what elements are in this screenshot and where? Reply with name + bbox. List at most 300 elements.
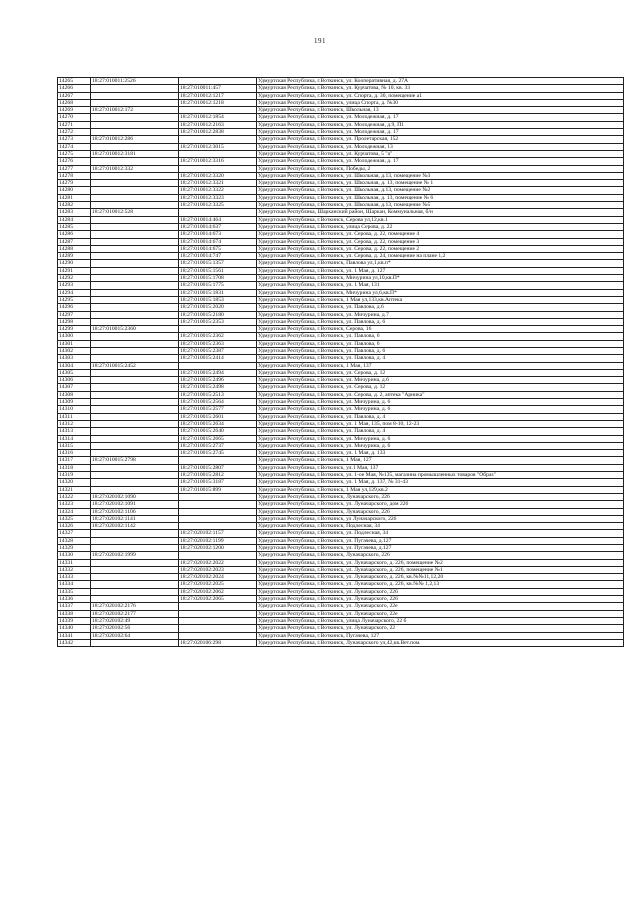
cadastral-number-cell [91,311,179,318]
object-cadastral-number-cell: 18:27:010014:673 [179,231,257,238]
row-number-cell: 14318 [58,464,91,471]
address-cell: Удмуртская Республика, г.Воткинск, ул. Луначарского, д. 226, кв.№№11,12,20 [257,574,624,581]
row-number-cell: 14333 [58,574,91,581]
cadastral-number-cell [91,289,179,296]
cadastral-number-cell [91,486,179,493]
cadastral-number-cell [91,267,179,274]
row-number-cell: 14305 [58,369,91,376]
cadastral-number-cell [91,450,179,457]
table-row [58,223,624,230]
address-cell: Удмуртская Республика, г.Воткинск, улица Серова, д. 22 [257,223,624,230]
cadastral-number-cell [91,588,179,595]
cadastral-number-cell [91,545,179,552]
table-row [58,639,624,646]
address-cell: Удмуртская Республика, г.Воткинск, ул. Мичурина, д.6 [257,377,624,384]
address-cell: Удмуртская Республика, г.Воткинск, ул. Мичурина, д. 6 [257,399,624,406]
object-cadastral-number-cell: 18:27:010012:1218 [179,99,257,106]
table-row [58,362,624,369]
row-number-cell: 14272 [58,129,91,136]
table-row [58,486,624,493]
cadastral-number-cell [91,413,179,420]
object-cadastral-number-cell [179,362,257,369]
table-row [58,275,624,282]
address-cell: Удмуртская Республика, г.Воткинск, ул. Павлова, д. 4 [257,355,624,362]
table-row [58,493,624,500]
table-row [58,267,624,274]
row-number-cell: 14267 [58,92,91,99]
object-cadastral-number-cell: 18:27:010011:457 [179,85,257,92]
row-number-cell: 14279 [58,180,91,187]
address-cell: Удмуртская Республика, г.Воткинск, ул. Серова, д. 22, помещение 3 [257,238,624,245]
table-row [58,238,624,245]
object-cadastral-number-cell: 18:27:010014:464 [179,216,257,223]
table-row [58,347,624,354]
cadastral-number-cell [91,420,179,427]
address-cell: Удмуртская Республика, г.Воткинск, ул. Школьная, д.13, помещение №3 [257,172,624,179]
table-row [58,515,624,522]
table-row [58,464,624,471]
cadastral-number-cell [91,391,179,398]
address-cell: Удмуртская Республика, г.Воткинск, ул. Луначарского, 22 [257,625,624,632]
address-cell: Удмуртская Республика, г.Воткинск, ул. Спорта, д. 30, помещение а1 [257,92,624,99]
table-row [58,216,624,223]
object-cadastral-number-cell [179,136,257,143]
cadastral-number-cell [91,187,179,194]
object-cadastral-number-cell: 18:27:010012:3316 [179,158,257,165]
cadastral-number-cell [91,464,179,471]
table-row [58,406,624,413]
row-number-cell: 14266 [58,85,91,92]
object-cadastral-number-cell: 18:27:020102:1200 [179,545,257,552]
cadastral-number-cell: 18:27:010015:2360 [91,326,179,333]
table-row [58,617,624,624]
address-cell: Удмуртская Республика, г.Воткинск, Луначарского ул,42,кв.Вет.пом. [257,639,624,646]
address-cell: Удмуртская Республика, г.Воткинск, Павлова ул,1,кв.п* [257,260,624,267]
object-cadastral-number-cell: 18:27:010015:2601 [179,413,257,420]
table-row [58,413,624,420]
object-cadastral-number-cell: 18:27:010014:675 [179,245,257,252]
row-number-cell: 14310 [58,406,91,413]
object-cadastral-number-cell: 18:27:010014:674 [179,238,257,245]
address-cell: Удмуртская Республика, г.Воткинск, ул. Молодежная, д. 17 [257,129,624,136]
cadastral-number-cell [91,340,179,347]
address-cell: Удмуртская Республика, г.Воткинск, ул. Павлова, 6 [257,333,624,340]
row-number-cell: 14329 [58,545,91,552]
row-number-cell: 14307 [58,384,91,391]
table-row [58,537,624,544]
address-cell: Удмуртская Республика, Шарканский район, Шаркан, Коммунальная, б/н [257,209,624,216]
cadastral-number-cell [91,158,179,165]
object-cadastral-number-cell [179,326,257,333]
row-number-cell: 14294 [58,289,91,296]
cadastral-number-cell [91,194,179,201]
table-row [58,121,624,128]
table-row [58,369,624,376]
row-number-cell: 14325 [58,515,91,522]
address-cell: Удмуртская Республика, г.Воткинск, ул. Серова, д. 12 [257,369,624,376]
address-cell: Удмуртская Республика, г.Воткинск, ул. Луначарского, д. 226, помещение №1 [257,566,624,573]
row-number-cell: 14281 [58,194,91,201]
cadastral-number-cell [91,472,179,479]
table-row [58,596,624,603]
table-row [58,530,624,537]
cadastral-number-cell: 18:27:010012:286 [91,136,179,143]
address-cell: Удмуртская Республика, г.Воткинск, Серова, 16 [257,326,624,333]
row-number-cell: 14271 [58,121,91,128]
object-cadastral-number-cell: 18:27:010015:2577 [179,406,257,413]
table-row [58,420,624,427]
address-cell: Удмуртская Республика, г.Воткинск, ул. Луначарского, 226 [257,588,624,595]
cadastral-number-cell [91,296,179,303]
object-cadastral-number-cell: 18:27:010015:2513 [179,391,257,398]
cadastral-number-cell [91,347,179,354]
cadastral-number-cell: 18:27:010012:332 [91,165,179,172]
object-cadastral-number-cell: 18:27:010012:3321 [179,180,257,187]
object-cadastral-number-cell: 18:27:010015:2737 [179,442,257,449]
cadastral-number-cell [91,377,179,384]
row-number-cell: 14291 [58,267,91,274]
object-cadastral-number-cell: 18:27:010015:2387 [179,347,257,354]
object-cadastral-number-cell: 18:27:010015:2812 [179,472,257,479]
object-cadastral-number-cell [179,209,257,216]
address-cell: Удмуртская Республика, г.Воткинск, Победы, 2 [257,165,624,172]
object-cadastral-number-cell [179,523,257,530]
address-cell: Удмуртская Республика, г.Воткинск, ул. Молодежная, д. 17 [257,114,624,121]
table-row [58,559,624,566]
cadastral-number-cell: 18:27:010012:3181 [91,150,179,157]
row-number-cell: 14278 [58,172,91,179]
table-row [58,479,624,486]
row-number-cell: 14293 [58,282,91,289]
row-number-cell: 14298 [58,318,91,325]
object-cadastral-number-cell: 18:27:010015:2496 [179,377,257,384]
object-cadastral-number-cell [179,165,257,172]
address-cell: Удмуртская Республика, г.Воткинск, ул. 1 Мая, 131 [257,282,624,289]
table-row [58,333,624,340]
object-cadastral-number-cell: 18:27:020102:2062 [179,588,257,595]
table-row [58,311,624,318]
address-cell: Удмуртская Республика, г.Воткинск, Серова ул,12,кв.1 [257,216,624,223]
row-number-cell: 14292 [58,275,91,282]
table-row [58,355,624,362]
cadastral-number-cell [91,260,179,267]
cadastral-number-cell: 18:27:020102:49 [91,617,179,624]
row-number-cell: 14326 [58,523,91,530]
cadastral-number-cell [91,442,179,449]
cadastral-number-cell [91,202,179,209]
cadastral-number-cell [91,574,179,581]
address-cell: Удмуртская Республика, г.Воткинск, Мичурина ул,10,кв.П* [257,275,624,282]
cadastral-number-cell: 18:27:020102:2176 [91,603,179,610]
address-cell: Удмуртская Республика, г.Воткинск, ул. Мичурина, д.7 [257,311,624,318]
object-cadastral-number-cell [179,552,257,559]
table-row [58,194,624,201]
table-row [58,231,624,238]
table-row [58,450,624,457]
object-cadastral-number-cell [179,150,257,157]
object-cadastral-number-cell: 18:27:010012:3322 [179,187,257,194]
object-cadastral-number-cell: 18:27:010012:3320 [179,172,257,179]
object-cadastral-number-cell: 18:27:020102:2023 [179,566,257,573]
row-number-cell: 14303 [58,355,91,362]
row-number-cell: 14335 [58,588,91,595]
object-cadastral-number-cell: 18:27:010015:2745 [179,450,257,457]
address-cell: Удмуртская Республика, г.Воткинск, ул. 1-ое Мая, №135, магазина промышленных товаров "Образ" [257,472,624,479]
address-cell: Удмуртская Республика, г.Воткинск, ул. Павлова, д. 6 [257,318,624,325]
object-cadastral-number-cell: 18:27:010015:2807 [179,464,257,471]
row-number-cell: 14340 [58,625,91,632]
object-cadastral-number-cell: 18:27:010015:1708 [179,275,257,282]
table-row [58,143,624,150]
address-cell: Удмуртская Республика, г.Воткинск, ул. Мичурина, д. 6 [257,435,624,442]
address-cell: Удмуртская Республика, г.Воткинск, Луначарского, 226 [257,493,624,500]
row-number-cell: 14334 [58,581,91,588]
object-cadastral-number-cell [179,457,257,464]
row-number-cell: 14309 [58,399,91,406]
table-row [58,99,624,106]
table-row [58,435,624,442]
object-cadastral-number-cell [179,632,257,639]
table-row [58,282,624,289]
cadastral-number-cell [91,399,179,406]
object-cadastral-number-cell [179,625,257,632]
table-row [58,289,624,296]
table-row [58,92,624,99]
table-row [58,296,624,303]
object-cadastral-number-cell: 18:27:010015:2020 [179,304,257,311]
row-number-cell: 14273 [58,136,91,143]
address-cell: Удмуртская Республика, г.Воткинск, ул. Серова, д. 2, аптека "Арника" [257,391,624,398]
object-cadastral-number-cell [179,508,257,515]
cadastral-number-cell [91,282,179,289]
row-number-cell: 14283 [58,209,91,216]
cadastral-number-cell [91,121,179,128]
address-cell: Удмуртская Республика, г.Воткинск, ул. Серова, д. 12 [257,384,624,391]
row-number-cell: 14328 [58,537,91,544]
cadastral-number-cell [91,92,179,99]
table-row [58,391,624,398]
table-row [58,523,624,530]
row-number-cell: 14322 [58,493,91,500]
object-cadastral-number-cell: 18:27:020102:2022 [179,559,257,566]
table-row [58,172,624,179]
object-cadastral-number-cell: 18:27:010015:2353 [179,318,257,325]
object-cadastral-number-cell [179,610,257,617]
row-number-cell: 14327 [58,530,91,537]
table-row [58,501,624,508]
row-number-cell: 14336 [58,596,91,603]
row-number-cell: 14341 [58,632,91,639]
address-cell: Удмуртская Республика, г.Воткинск, Луначарского, 226 [257,552,624,559]
row-number-cell: 14290 [58,260,91,267]
cadastral-number-cell: 18:27:010012:528 [91,209,179,216]
row-number-cell: 14314 [58,435,91,442]
row-number-cell: 14299 [58,326,91,333]
object-cadastral-number-cell: 18:27:010015:3187 [179,479,257,486]
row-number-cell: 14280 [58,187,91,194]
row-number-cell: 14289 [58,253,91,260]
table-row [58,326,624,333]
object-cadastral-number-cell: 18:27:010015:1775 [179,282,257,289]
table-row [58,566,624,573]
cadastral-number-cell [91,85,179,92]
cadastral-number-cell [91,172,179,179]
page-number: 191 [314,37,326,45]
cadastral-number-cell [91,596,179,603]
object-cadastral-number-cell [179,515,257,522]
cadastral-number-cell [91,275,179,282]
table-row [58,508,624,515]
address-cell: Удмуртская Республика, г.Воткинск, ул. 1 Мая, д. 137, № 31-43 [257,479,624,486]
table-row [58,136,624,143]
address-cell: Удмуртская Республика, г.Воткинск, Подлесная, 34 [257,523,624,530]
row-number-cell: 14287 [58,238,91,245]
row-number-cell: 14330 [58,552,91,559]
cadastral-number-cell: 18:27:020102:64 [91,632,179,639]
object-cadastral-number-cell: 18:27:010015:1357 [179,260,257,267]
cadastral-number-cell [91,99,179,106]
table-row [58,377,624,384]
row-number-cell: 14320 [58,479,91,486]
row-number-cell: 14317 [58,457,91,464]
object-cadastral-number-cell: 18:27:010012:1854 [179,114,257,121]
address-cell: Удмуртская Республика, г.Воткинск, ул. Школьная, д. 13, помещение № 6 [257,194,624,201]
address-cell: Удмуртская Республика, г.Воткинск, Школьная, 13 [257,107,624,114]
table-row [58,129,624,136]
cadastral-number-cell [91,406,179,413]
row-number-cell: 14308 [58,391,91,398]
address-cell: Удмуртская Республика, г.Воткинск, 1 Мая, 137 [257,362,624,369]
object-cadastral-number-cell [179,501,257,508]
table-row [58,472,624,479]
address-cell: Удмуртская Республика, г.Воткинск, ул.1 Мая, 137 [257,464,624,471]
row-number-cell: 14288 [58,245,91,252]
table-row [58,107,624,114]
address-cell: Удмуртская Республика, г.Воткинск, ул. Курчатова, 5 "а" [257,150,624,157]
row-number-cell: 14300 [58,333,91,340]
address-cell: Удмуртская Республика, г.Воткинск, ул. Луначарского, 226 [257,596,624,603]
cadastral-number-cell [91,231,179,238]
address-cell: Удмуртская Республика, г.Воткинск, ул. Серова, д. 24, помещение на плане 1,2 [257,253,624,260]
cadastral-number-cell [91,581,179,588]
address-cell: Удмуртская Республика, г.Воткинск, 1 Мая ул,129,кв.2 [257,486,624,493]
address-cell: Удмуртская Республика, г.Воткинск, 1 Мая ул,133,кв.Аптека [257,296,624,303]
cadastral-number-cell [91,304,179,311]
row-number-cell: 14282 [58,202,91,209]
object-cadastral-number-cell: 18:27:010015:1853 [179,296,257,303]
row-number-cell: 14342 [58,639,91,646]
object-cadastral-number-cell [179,603,257,610]
cadastral-number-cell [91,428,179,435]
cadastral-number-cell: 18:27:020102:1142 [91,523,179,530]
table-row [58,428,624,435]
cadastral-number-cell [91,530,179,537]
address-cell: Удмуртская Республика, г.Воткинск, ул. Кооперативная, д. 27А [257,78,624,85]
row-number-cell: 14296 [58,304,91,311]
table-row [58,85,624,92]
row-number-cell: 14277 [58,165,91,172]
table-row [58,625,624,632]
address-cell: Удмуртская Республика, г.Воткинск, ул. Серова, д. 22, помещение 2 [257,245,624,252]
object-cadastral-number-cell: 18:27:010014:747 [179,253,257,260]
table-row [58,610,624,617]
address-cell: Удмуртская Республика, г.Воткинск, ул Луначарского, 226 [257,515,624,522]
row-number-cell: 14324 [58,508,91,515]
address-cell: Удмуртская Республика, г.Воткинск, ул. Мичурина, д. 6 [257,442,624,449]
row-number-cell: 14276 [58,158,91,165]
cadastral-number-cell [91,559,179,566]
cadastral-number-cell: 18:27:010015:2452 [91,362,179,369]
row-number-cell: 14285 [58,223,91,230]
object-cadastral-number-cell: 18:27:020106:298 [179,639,257,646]
cadastral-number-cell [91,318,179,325]
row-number-cell: 14312 [58,420,91,427]
cadastral-number-cell: 18:27:020102:2177 [91,610,179,617]
address-cell: Удмуртская Республика, г.Воткинск, ул. Молодежная, д. 17 [257,158,624,165]
cadastral-number-cell [91,223,179,230]
row-number-cell: 14275 [58,150,91,157]
table-row [58,384,624,391]
object-cadastral-number-cell: 18:27:010012:3015 [179,143,257,150]
object-cadastral-number-cell: 18:27:020102:1199 [179,537,257,544]
object-cadastral-number-cell [179,493,257,500]
table-row [58,158,624,165]
object-cadastral-number-cell: 18:27:010015:2180 [179,311,257,318]
object-cadastral-number-cell: 18:27:010012:2163 [179,121,257,128]
address-cell: Удмуртская Республика, г.Воткинск, ул. Луначарского, 22е [257,603,624,610]
object-cadastral-number-cell [179,78,257,85]
address-cell: Удмуртская Республика, г.Воткинск, ул. Школьная, д. 13, помещение № 1 [257,180,624,187]
row-number-cell: 14268 [58,99,91,106]
address-cell: Удмуртская Республика, г.Воткинск, ул. Павлова, д. 4 [257,413,624,420]
object-cadastral-number-cell: 18:27:010015:2640 [179,428,257,435]
cadastral-number-cell [91,143,179,150]
cadastral-number-cell [91,216,179,223]
table-row [58,245,624,252]
object-cadastral-number-cell: 18:27:020102:2065 [179,596,257,603]
table-row [58,457,624,464]
row-number-cell: 14284 [58,216,91,223]
cadastral-number-cell: 18:27:020102:1106 [91,508,179,515]
address-cell: Удмуртская Республика, г.Воткинск, Луначарского, 226 [257,508,624,515]
address-cell: Удмуртская Республика, г.Воткинск, ул. Луначарского, 22е [257,610,624,617]
cadastral-number-cell [91,245,179,252]
address-cell: Удмуртская Республика, г.Воткинск, ул. Пугачева, д.127 [257,537,624,544]
row-number-cell: 14304 [58,362,91,369]
address-cell: Удмуртская Республика, г.Воткинск, ул. Луначарского, д. 226, помещение №2 [257,559,624,566]
address-cell: Удмуртская Республика, г.Воткинск, ул. Луначарского, д. 226, кв.№№ 1,2,13 [257,581,624,588]
address-cell: Удмуртская Республика, г.Воткинск, ул. Павлова, д.6 [257,304,624,311]
row-number-cell: 14286 [58,231,91,238]
object-cadastral-number-cell [179,107,257,114]
table-row [58,632,624,639]
address-cell: Удмуртская Республика, г.Воткинск, ул. Мичурина, д. 6 [257,406,624,413]
table-row [58,165,624,172]
address-cell: Удмуртская Республика, г.Воткинск, ул. Пролетарская, 152 [257,136,624,143]
table-row [58,574,624,581]
table-row [58,260,624,267]
address-cell: Удмуртская Республика, г.Воткинск, ул. Павлова, д. 6 [257,347,624,354]
address-cell: Удмуртская Республика, г.Воткинск, Мичурина ул,6,кв.П* [257,289,624,296]
cadastral-number-cell: 18:27:010011:2526 [91,78,179,85]
table-row [58,114,624,121]
object-cadastral-number-cell: 18:27:020102:2025 [179,581,257,588]
object-cadastral-number-cell: 18:27:010015:2363 [179,340,257,347]
cadastral-number-cell: 18:27:010015:2798 [91,457,179,464]
row-number-cell: 14319 [58,472,91,479]
cadastral-number-cell: 18:27:020102:1141 [91,515,179,522]
row-number-cell: 14321 [58,486,91,493]
